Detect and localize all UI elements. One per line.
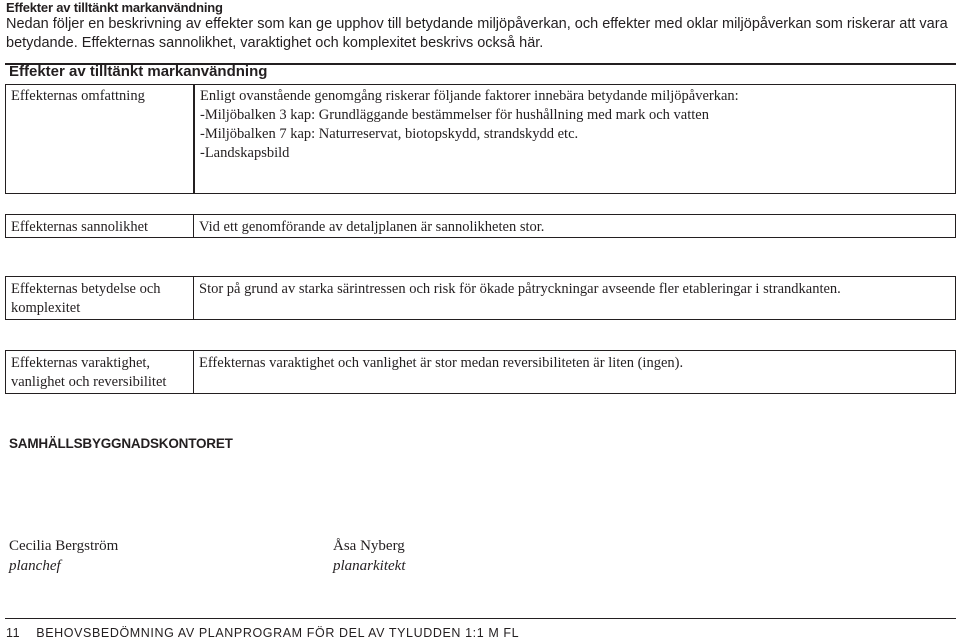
row-value-omfattning [194, 84, 956, 194]
footer-rule [5, 618, 956, 619]
row-label-line: vanlighet och reversibilitet [11, 374, 167, 390]
signature-block [9, 536, 118, 576]
row-value-sannolikhet [194, 214, 956, 238]
signature-role: planarkitekt [333, 558, 406, 574]
row-label-sannolikhet [5, 214, 194, 238]
page-number: 11 [6, 626, 21, 640]
row-label-text: Effekternas omfattning [11, 88, 145, 104]
row-label-text: Effekternas sannolikhet [11, 219, 149, 235]
row-value-line: Vid ett genomförande av detaljplanen är sannolikheten stor. [199, 219, 545, 235]
signature-name: Cecilia Bergström [9, 538, 119, 554]
row-value-line: -Landskapsbild [200, 145, 290, 161]
document-heading: Effekter av tilltänkt markanvändning [6, 0, 223, 15]
row-label-betydelse [5, 276, 194, 320]
row-label-varaktighet [5, 350, 194, 394]
row-value-betydelse [194, 276, 956, 320]
row-label-omfattning [5, 84, 194, 194]
row-value-line: Enligt ovanstående genomgång riskerar följande faktorer innebära betydande miljöpåverkan: [200, 88, 739, 104]
row-value-line: Effekternas varaktighet och vanlighet är stor medan reversibiliteten är liten (ingen). [199, 355, 684, 371]
row-value-varaktighet [194, 350, 956, 394]
row-label-line: Effekternas varaktighet, [11, 355, 151, 371]
row-label-line: komplexitet [11, 300, 81, 316]
row-value-line: -Miljöbalken 3 kap: Grundläggande bestämmelser för hushållning med mark och vatten [200, 107, 709, 123]
signature-name: Åsa Nyberg [333, 538, 405, 554]
row-label-line: Effekternas betydelse och [11, 281, 161, 297]
section-title: Effekter av tilltänkt markanvändning [9, 63, 268, 80]
signature-role: planchef [9, 558, 61, 574]
row-value-line: Stor på grund av starka särintressen och risk för ökade påtryckningar avseende fler etableringar i strandkanten. [199, 281, 841, 297]
row-value-line: -Miljöbalken 7 kap: Naturreservat, biotopskydd, strandskydd etc. [200, 126, 579, 142]
office-name: SAMHÄLLSBYGGNADSKONTORET [9, 436, 233, 451]
footer [6, 626, 519, 640]
document-intro: Nedan följer en beskrivning av effekter som kan ge upphov till betydande miljöpåverkan, och effekter med oklar miljöpåverkan som riskerar att vara betydande. Effekternas sannolikhet, varaktighet och komplexitet beskrivs också här. [6, 16, 948, 51]
signature-block [333, 536, 405, 576]
footer-title: BEHOVSBEDÖMNING AV PLANPROGRAM FÖR DEL AV TYLUDDEN 1:1 M FL [36, 626, 520, 640]
